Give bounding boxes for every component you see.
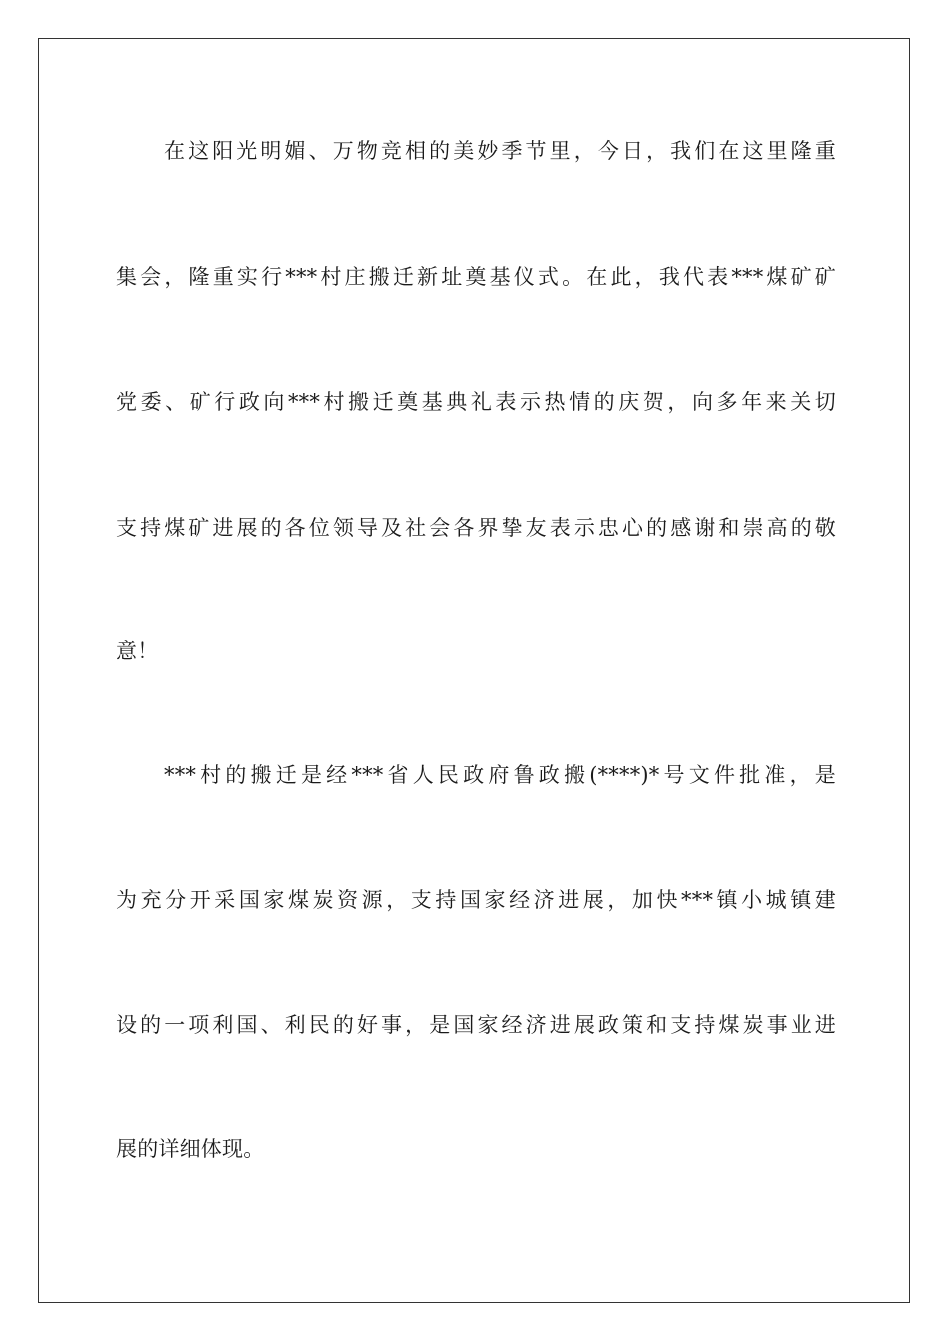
text-line: 支持煤矿进展的各位领导及社会各界挚友表示忠心的感谢和崇高的敬: [116, 516, 836, 540]
text-line: ***村的搬迁是经***省人民政府鲁政搬(****)*号文件批准，是: [164, 763, 836, 787]
text-line: 意！: [116, 639, 159, 663]
text-line: 集会，隆重实行***村庄搬迁新址奠基仪式。在此，我代表***煤矿矿: [116, 265, 836, 289]
text-line: 党委、矿行政向***村搬迁奠基典礼表示热情的庆贺，向多年来关切: [116, 390, 836, 414]
text-line: 展的详细体现。: [116, 1137, 265, 1161]
text-line: 在这阳光明媚、万物竞相的美妙季节里，今日，我们在这里隆重: [164, 139, 836, 163]
text-line: 设的一项利国、利民的好事，是国家经济进展政策和支持煤炭事业进: [116, 1013, 836, 1037]
text-line: 为充分开采国家煤炭资源，支持国家经济进展，加快***镇小城镇建: [116, 888, 836, 912]
page-frame: [38, 38, 910, 1303]
